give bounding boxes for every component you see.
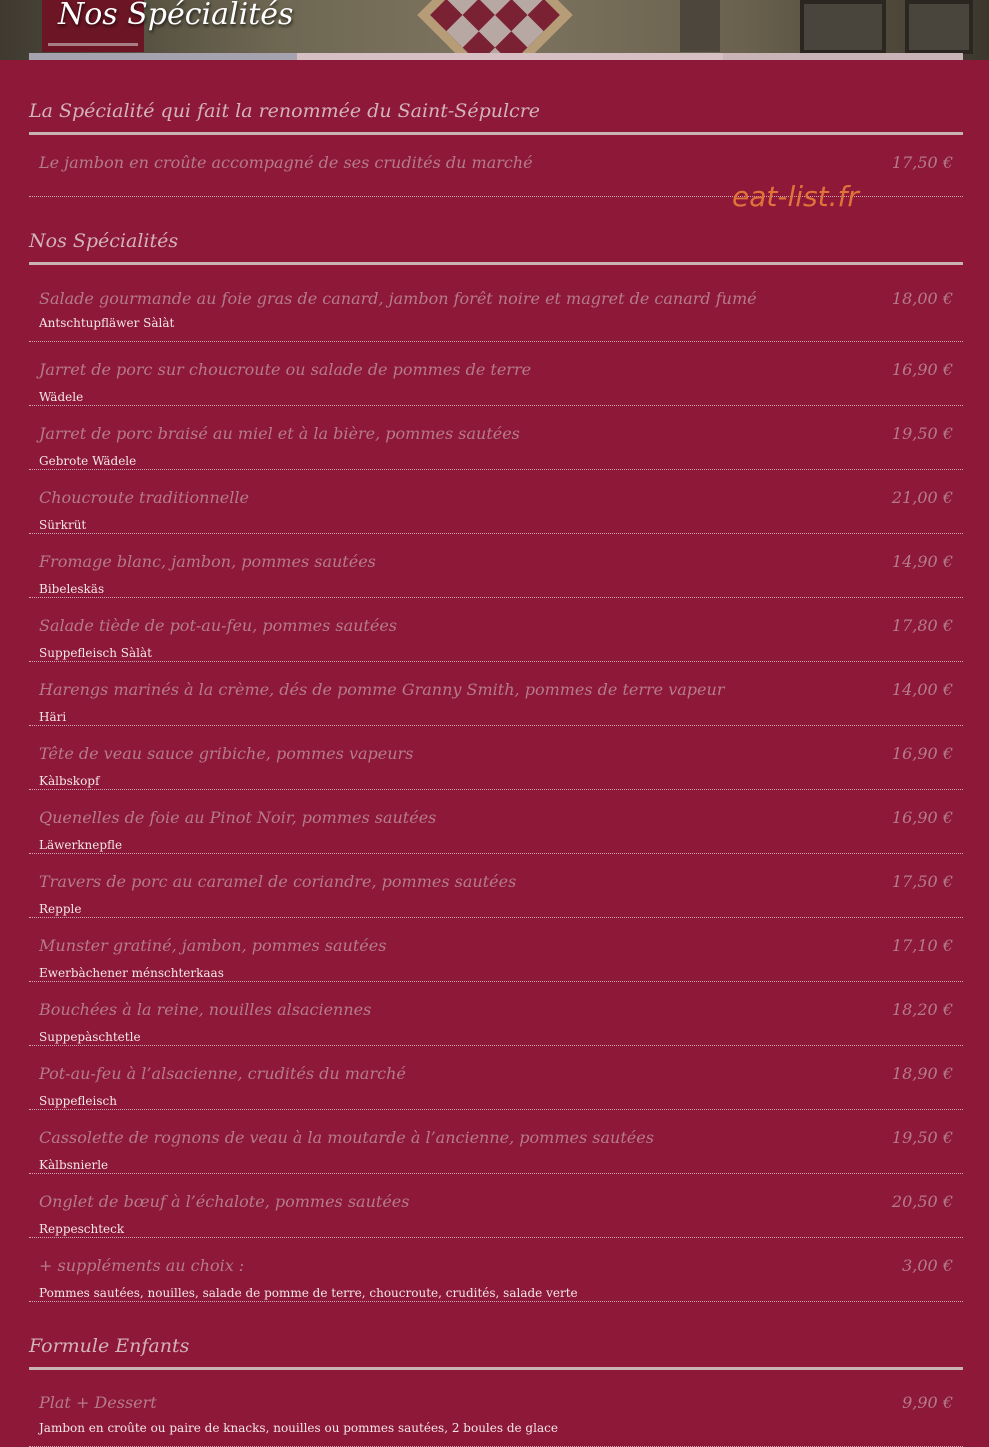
dish-alsatian-name: Suppefleisch Sàlàt <box>39 646 152 660</box>
menu-item <box>29 1174 963 1238</box>
dish-name: Pot-au-feu à l’alsacienne, crudités du marché <box>39 1064 406 1083</box>
dish-alsatian-name: Gebrote Wädele <box>39 454 137 468</box>
dish-alsatian-name: Suppefleisch <box>39 1094 117 1108</box>
menu-item <box>29 790 963 854</box>
dish-price: 16,90 € <box>891 808 953 827</box>
menu-item <box>29 726 963 790</box>
dish-price: 3,00 € <box>902 1256 953 1275</box>
menu-item <box>29 918 963 982</box>
dish-alsatian-name: Suppepàschtetle <box>39 1030 141 1044</box>
menu-item <box>29 470 963 534</box>
dish-name: Choucroute traditionnelle <box>39 488 249 507</box>
menu-section-signature <box>29 60 963 197</box>
dish-price: 18,00 € <box>891 289 953 308</box>
menu-section-specialites <box>29 197 963 1302</box>
dish-price: 17,80 € <box>891 616 953 635</box>
hero-banner <box>0 0 989 60</box>
menu-item <box>29 279 963 342</box>
dish-name: Quenelles de foie au Pinot Noir, pommes sautées <box>39 808 437 827</box>
menu-item <box>29 406 963 470</box>
dish-price: 19,50 € <box>891 424 953 443</box>
dish-alsatian-name: Wädele <box>39 390 84 404</box>
watermark: eat-list.fr <box>732 180 859 213</box>
dish-price: 21,00 € <box>891 488 953 507</box>
dish-price: 16,90 € <box>891 744 953 763</box>
menu-item <box>29 854 963 918</box>
hero-photo-doll <box>680 0 720 52</box>
dish-alsatian-name: Kàlbskopf <box>39 774 100 788</box>
menu-section-enfants <box>29 1302 963 1447</box>
dish-name: Onglet de bœuf à l’échalote, pommes sautées <box>39 1192 410 1211</box>
dish-price: 16,90 € <box>891 360 953 379</box>
dish-name: Cassolette de rognons de veau à la moutarde à l’ancienne, pommes sautées <box>39 1128 654 1147</box>
dish-name: Travers de porc au caramel de coriandre, pommes sautées <box>39 872 517 891</box>
dish-price: 18,20 € <box>891 1000 953 1019</box>
hero-photo-decoration <box>390 0 590 60</box>
menu-item <box>29 534 963 598</box>
dish-alsatian-name: Sürkrüt <box>39 518 87 532</box>
dish-name: Le jambon en croûte accompagné de ses crudités du marché <box>39 153 533 172</box>
dish-name: Salade gourmande au foie gras de canard, jambon forêt noire et magret de canard fumé <box>39 289 757 308</box>
section-title: Nos Spécialités <box>29 228 963 265</box>
dish-alsatian-name: Reppeschteck <box>39 1222 125 1236</box>
menu-item-supplements <box>29 1238 963 1302</box>
hero-photo-frame <box>905 0 973 54</box>
dish-name: Tête de veau sauce gribiche, pommes vapeurs <box>39 744 414 763</box>
dish-alsatian-name: Kàlbsnierle <box>39 1158 109 1172</box>
dish-price: 9,90 € <box>902 1393 953 1412</box>
dish-alsatian-name: Bibeleskäs <box>39 582 105 596</box>
dish-price: 14,00 € <box>891 680 953 699</box>
dish-alsatian-name: Repple <box>39 902 82 916</box>
dish-name: Salade tiède de pot-au-feu, pommes sautées <box>39 616 398 635</box>
menu-item <box>29 662 963 726</box>
menu-item <box>29 1046 963 1110</box>
dish-name: Harengs marinés à la crème, dés de pomme Granny Smith, pommes de terre vapeur <box>39 680 725 699</box>
dish-alsatian-name: Antschtupfläwer Sàlàt <box>39 316 175 330</box>
dish-name: Jarret de porc braisé au miel et à la bière, pommes sautées <box>39 424 520 443</box>
hero-color-bar <box>29 53 963 60</box>
dish-price: 19,50 € <box>891 1128 953 1147</box>
dish-description: Jambon en croûte ou paire de knacks, nouilles ou pommes sautées, 2 boules de glace <box>39 1421 558 1435</box>
dish-price: 18,90 € <box>891 1064 953 1083</box>
dish-price: 14,90 € <box>891 552 953 571</box>
menu-item <box>29 982 963 1046</box>
menu-item <box>29 342 963 406</box>
dish-description: Pommes sautées, nouilles, salade de pomme de terre, choucroute, crudités, salade verte <box>39 1286 578 1300</box>
hero-photo-frame <box>800 0 886 54</box>
page-title: Nos Spécialités <box>58 0 294 32</box>
dish-name: Plat + Dessert <box>39 1393 157 1412</box>
dish-name: + suppléments au choix : <box>39 1256 245 1275</box>
section-title: Formule Enfants <box>29 1333 963 1370</box>
dish-alsatian-name: Häri <box>39 710 67 724</box>
dish-price: 20,50 € <box>891 1192 953 1211</box>
dish-alsatian-name: Ewerbàchener ménschterkaas <box>39 966 224 980</box>
dish-price: 17,50 € <box>891 872 953 891</box>
menu-item <box>29 1110 963 1174</box>
dish-name: Fromage blanc, jambon, pommes sautées <box>39 552 376 571</box>
dish-price: 17,10 € <box>891 936 953 955</box>
menu-content <box>29 60 963 1447</box>
dish-alsatian-name: Läwerknepfle <box>39 838 123 852</box>
menu-item <box>29 1379 963 1447</box>
dish-name: Bouchées à la reine, nouilles alsaciennes <box>39 1000 372 1019</box>
menu-item <box>29 598 963 662</box>
section-title: La Spécialité qui fait la renommée du Saint-Sépulcre <box>29 98 963 135</box>
dish-price: 17,50 € <box>891 153 953 172</box>
dish-name: Jarret de porc sur choucroute ou salade de pommes de terre <box>39 360 532 379</box>
dish-name: Munster gratiné, jambon, pommes sautées <box>39 936 387 955</box>
